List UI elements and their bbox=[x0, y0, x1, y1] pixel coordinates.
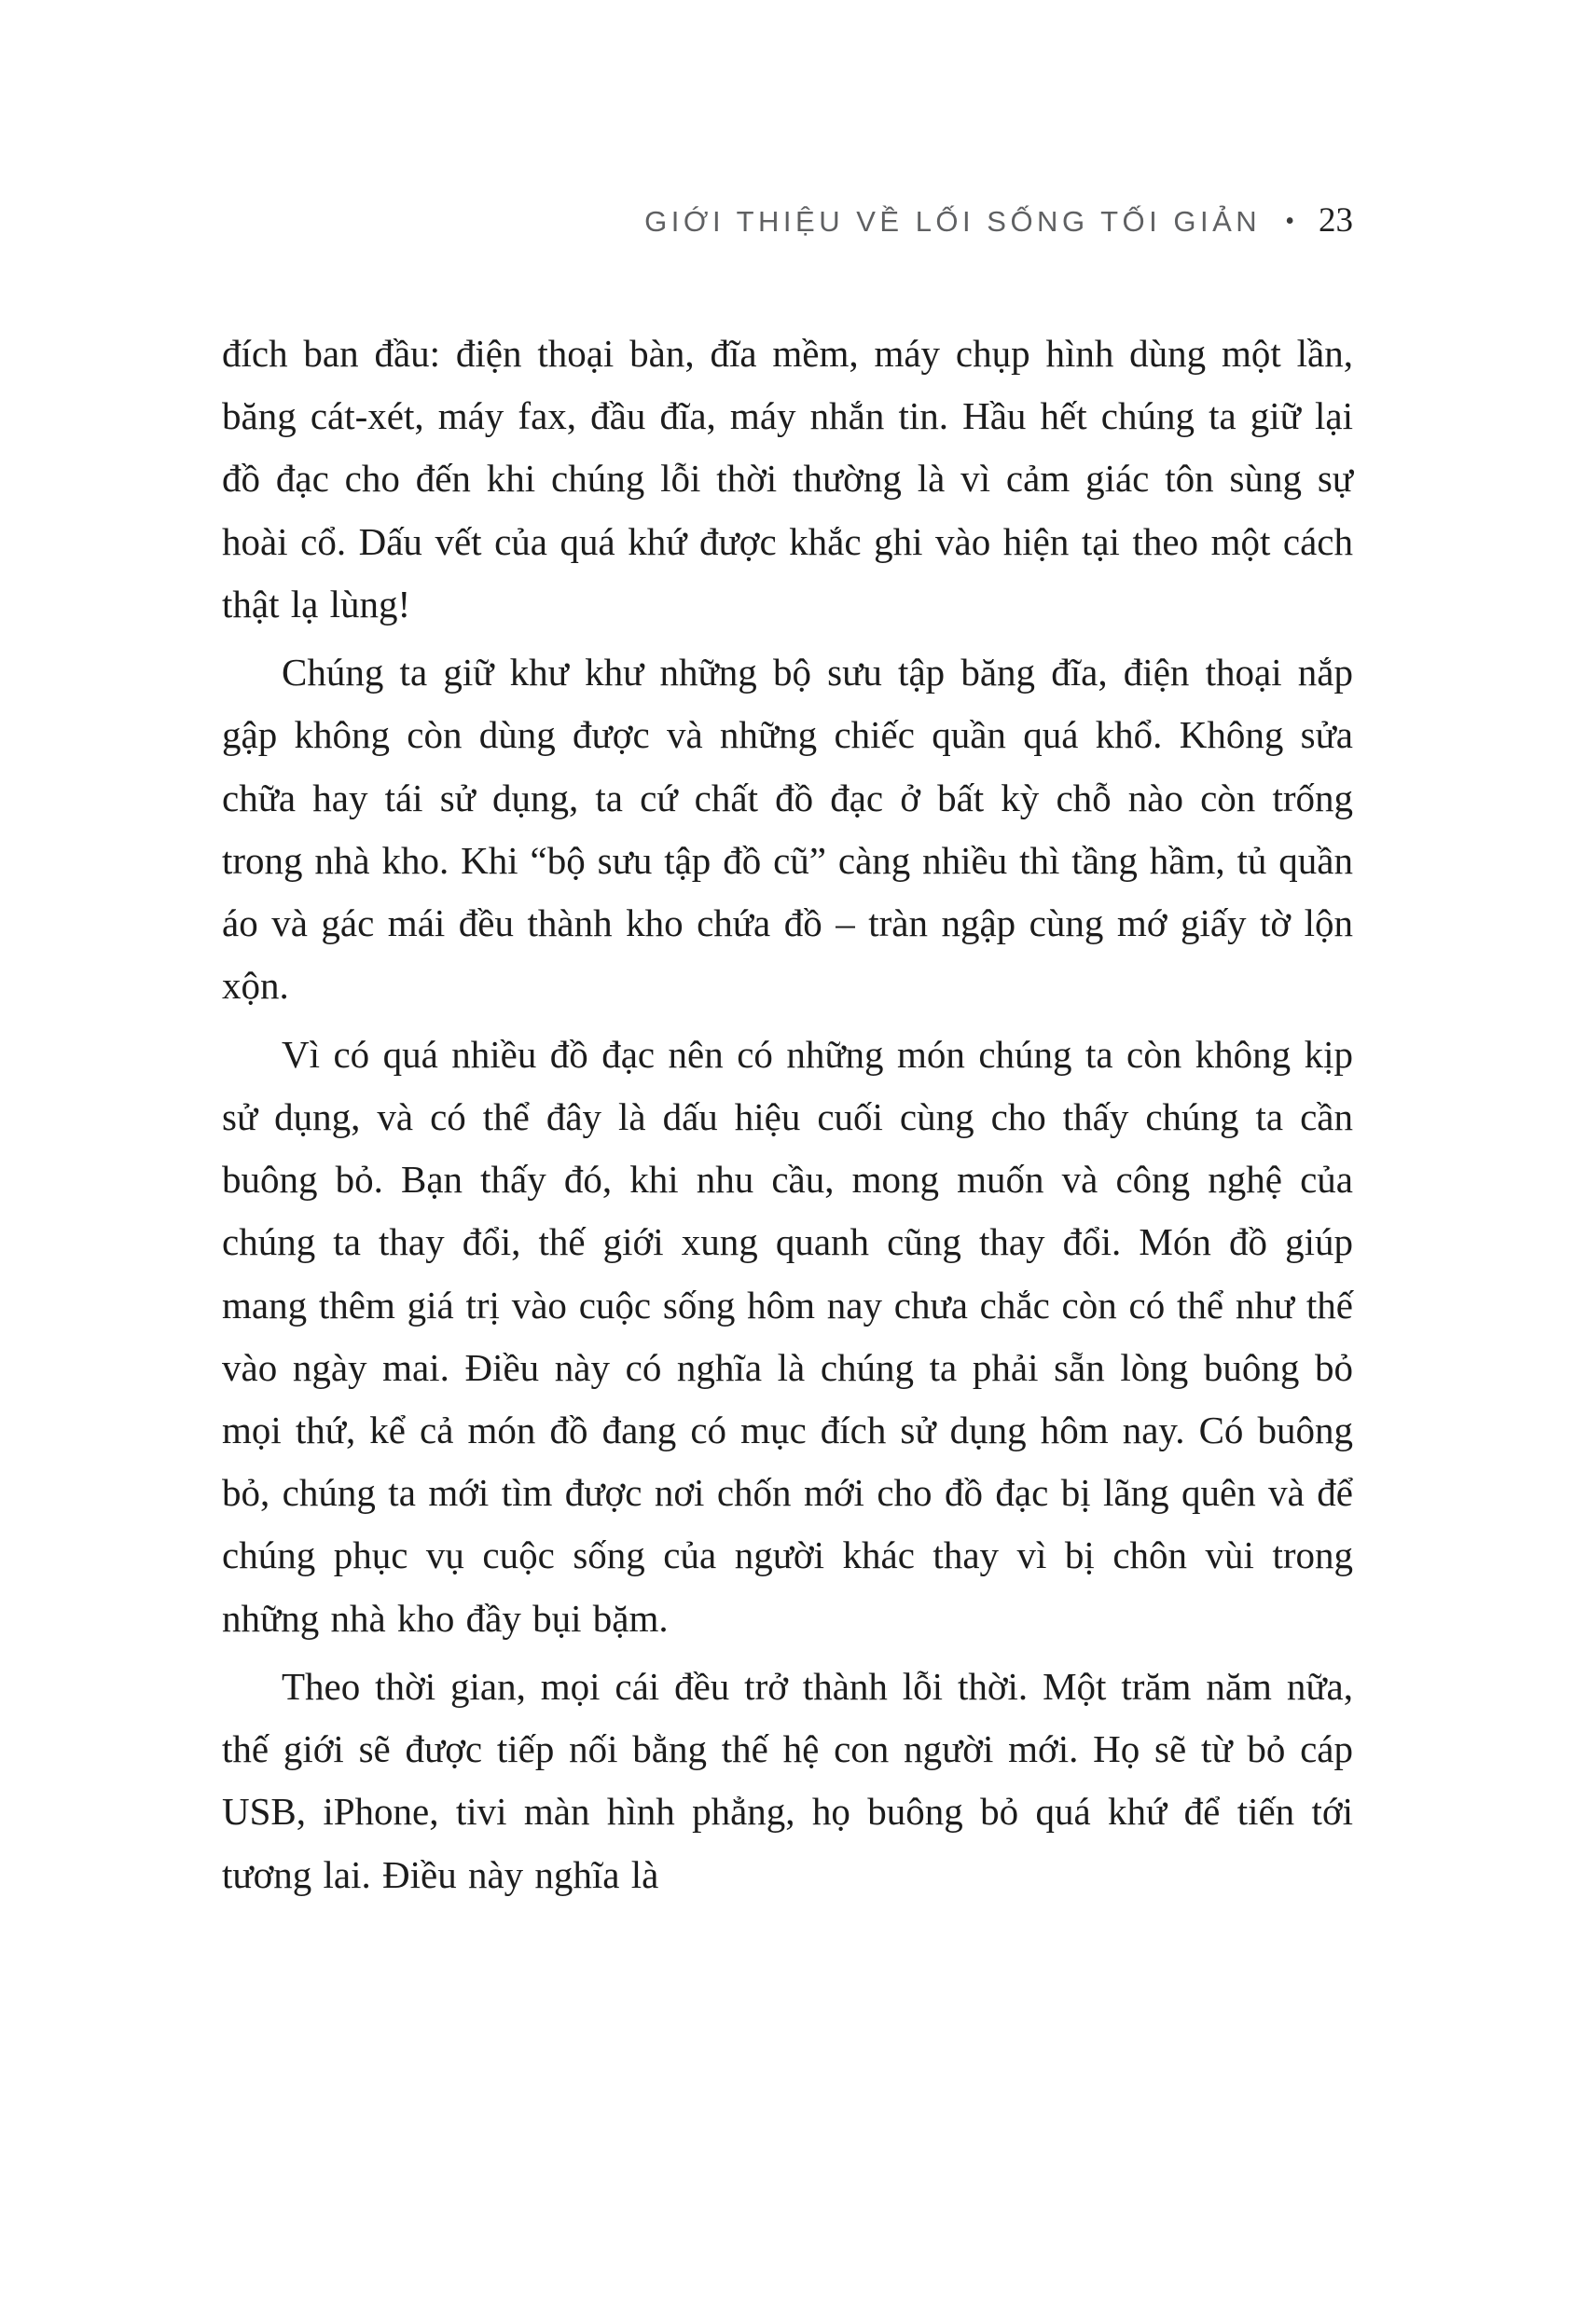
running-header bbox=[222, 200, 1353, 241]
page-number: 23 bbox=[1319, 201, 1353, 240]
paragraph: Chúng ta giữ khư khư những bộ sưu tập băng đĩa, điện thoại nắp gập không còn dùng được và những chiếc quần quá khổ. Không sửa chữa hay tái sử dụng, ta cứ chất đồ đạc ở bất kỳ chỗ nào còn trống trong nhà kho. Khi “bộ sưu tập đồ cũ” càng nhiều thì tầng hầm, tủ quần áo và gác mái đều thành kho chứa đồ – tràn ngập cùng mớ giấy tờ lộn xộn. bbox=[222, 651, 1353, 1008]
paragraph: Theo thời gian, mọi cái đều trở thành lỗi thời. Một trăm năm nữa, thế giới sẽ được tiếp nối bằng thế hệ con người mới. Họ sẽ từ bỏ cáp USB, iPhone, tivi màn hình phẳng, họ buông bỏ quá khứ để tiến tới tương lai. Điều này nghĩa là bbox=[222, 1664, 1353, 1896]
paragraph: đích ban đầu: điện thoại bàn, đĩa mềm, máy chụp hình dùng một lần, băng cát-xét, máy fax, đầu đĩa, máy nhắn tin. Hầu hết chúng ta giữ lại đồ đạc cho đến khi chúng lỗi thời thường là vì cảm giác tôn sùng sự hoài cổ. Dấu vết của quá khứ được khắc ghi vào hiện tại theo một cách thật lạ lùng! bbox=[222, 332, 1353, 626]
paragraph: Vì có quá nhiều đồ đạc nên có những món chúng ta còn không kịp sử dụng, và có thể đây là dấu hiệu cuối cùng cho thấy chúng ta cần buông bỏ. Bạn thấy đó, khi nhu cầu, mong muốn và công nghệ của chúng ta thay đổi, thế giới xung quanh cũng thay đổi. Món đồ giúp mang thêm giá trị vào cuộc sống hôm nay chưa chắc còn có thể như thế vào ngày mai. Điều này có nghĩa là chúng ta phải sẵn lòng buông bỏ mọi thứ, kể cả món đồ đang có mục đích sử dụng hôm nay. Có buông bỏ, chúng ta mới tìm được nơi chốn mới cho đồ đạc bị lãng quên và để chúng phục vụ cuộc sống của người khác thay vì bị chôn vùi trong những nhà kho đầy bụi bặm. bbox=[222, 1032, 1353, 1640]
body-text bbox=[222, 323, 1353, 1906]
chapter-title: GIỚI THIỆU VỀ LỐI SỐNG TỐI GIẢN bbox=[644, 205, 1262, 238]
header-separator-dot: • bbox=[1285, 207, 1294, 236]
